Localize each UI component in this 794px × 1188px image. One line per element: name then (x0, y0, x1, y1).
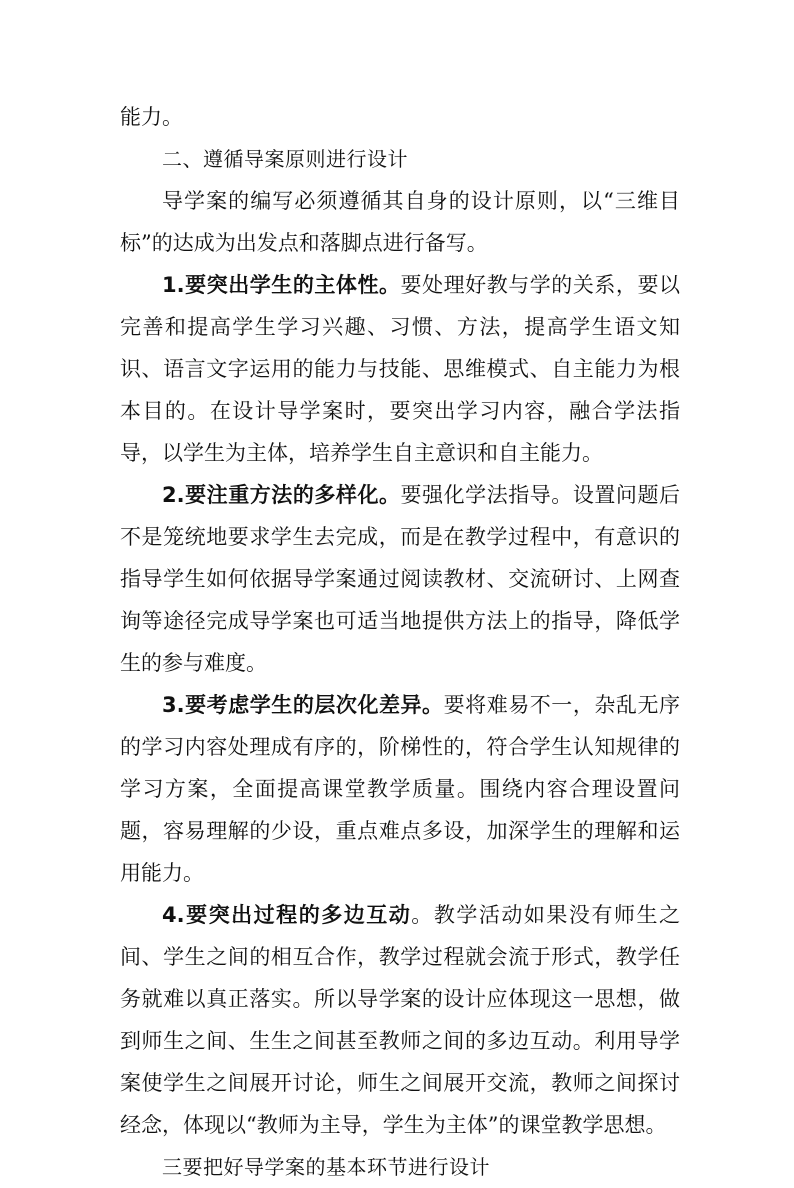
document-body (120, 96, 680, 1188)
principle-item-3-lead: 3.要考虑学生的层次化差异。 (162, 693, 444, 717)
principle-item-2-text: 要强化学法指导。设置问题后不是笼统地要求学生去完成，而是在教学过程中，有意识的指导学生如何依据导学案通过阅读教材、交流研讨、上网查询等途径完成导学案也可适当地提供方法上的指导，降低学生的参与难度。 (120, 483, 681, 675)
paragraph-continuation: 能力。 (120, 105, 183, 129)
principle-item-2-lead: 2.要注重方法的多样化。 (162, 483, 401, 507)
principle-item-1-lead: 1.要突出学生的主体性。 (162, 273, 401, 297)
principle-item-1-text: 要处理好教与学的关系，要以完善和提高学生学习兴趣、习惯、方法，提高学生语文知识、语言文字运用的能力与技能、思维模式、自主能力为根本目的。在设计导学案时，要突出学习内容，融合学法指导，以学生为主体，培养学生自主意识和自主能力。 (120, 273, 681, 465)
principle-item-4-lead: 4.要突出过程的多边互动 (162, 903, 412, 927)
principle-item-2 (120, 474, 680, 684)
principle-item-4-text: 。教学活动如果没有师生之间、学生之间的相互合作，教学过程就会流于形式，教学任务就难以真正落实。所以导学案的设计应体现这一思想，做到师生之间、生生之间甚至教师之间的多边互动。利用导学案使学生之间展开讨论，师生之间展开交流，教师之间探讨经念，体现以“教师为主导，学生为主体”的课堂教学思想。 (120, 903, 680, 1137)
principle-item-3 (120, 684, 680, 894)
section-heading-2: 二、遵循导案原则进行设计 (162, 147, 408, 171)
principle-item-4 (120, 894, 680, 1146)
principle-item-3-text: 要将难易不一，杂乱无序的学习内容处理成有序的，阶梯性的，符合学生认知规律的学习方案，全面提高课堂教学质量。围绕内容合理设置问题，容易理解的少设，重点难点多设，加深学生的理解和运用能力。 (120, 693, 681, 885)
paragraph-intro: 导学案的编写必须遵循其自身的设计原则，以“三维目标”的达成为出发点和落脚点进行备写。 (120, 189, 680, 255)
principle-item-1 (120, 264, 680, 474)
section-heading-3: 三要把好导学案的基本环节进行设计 (162, 1155, 490, 1179)
